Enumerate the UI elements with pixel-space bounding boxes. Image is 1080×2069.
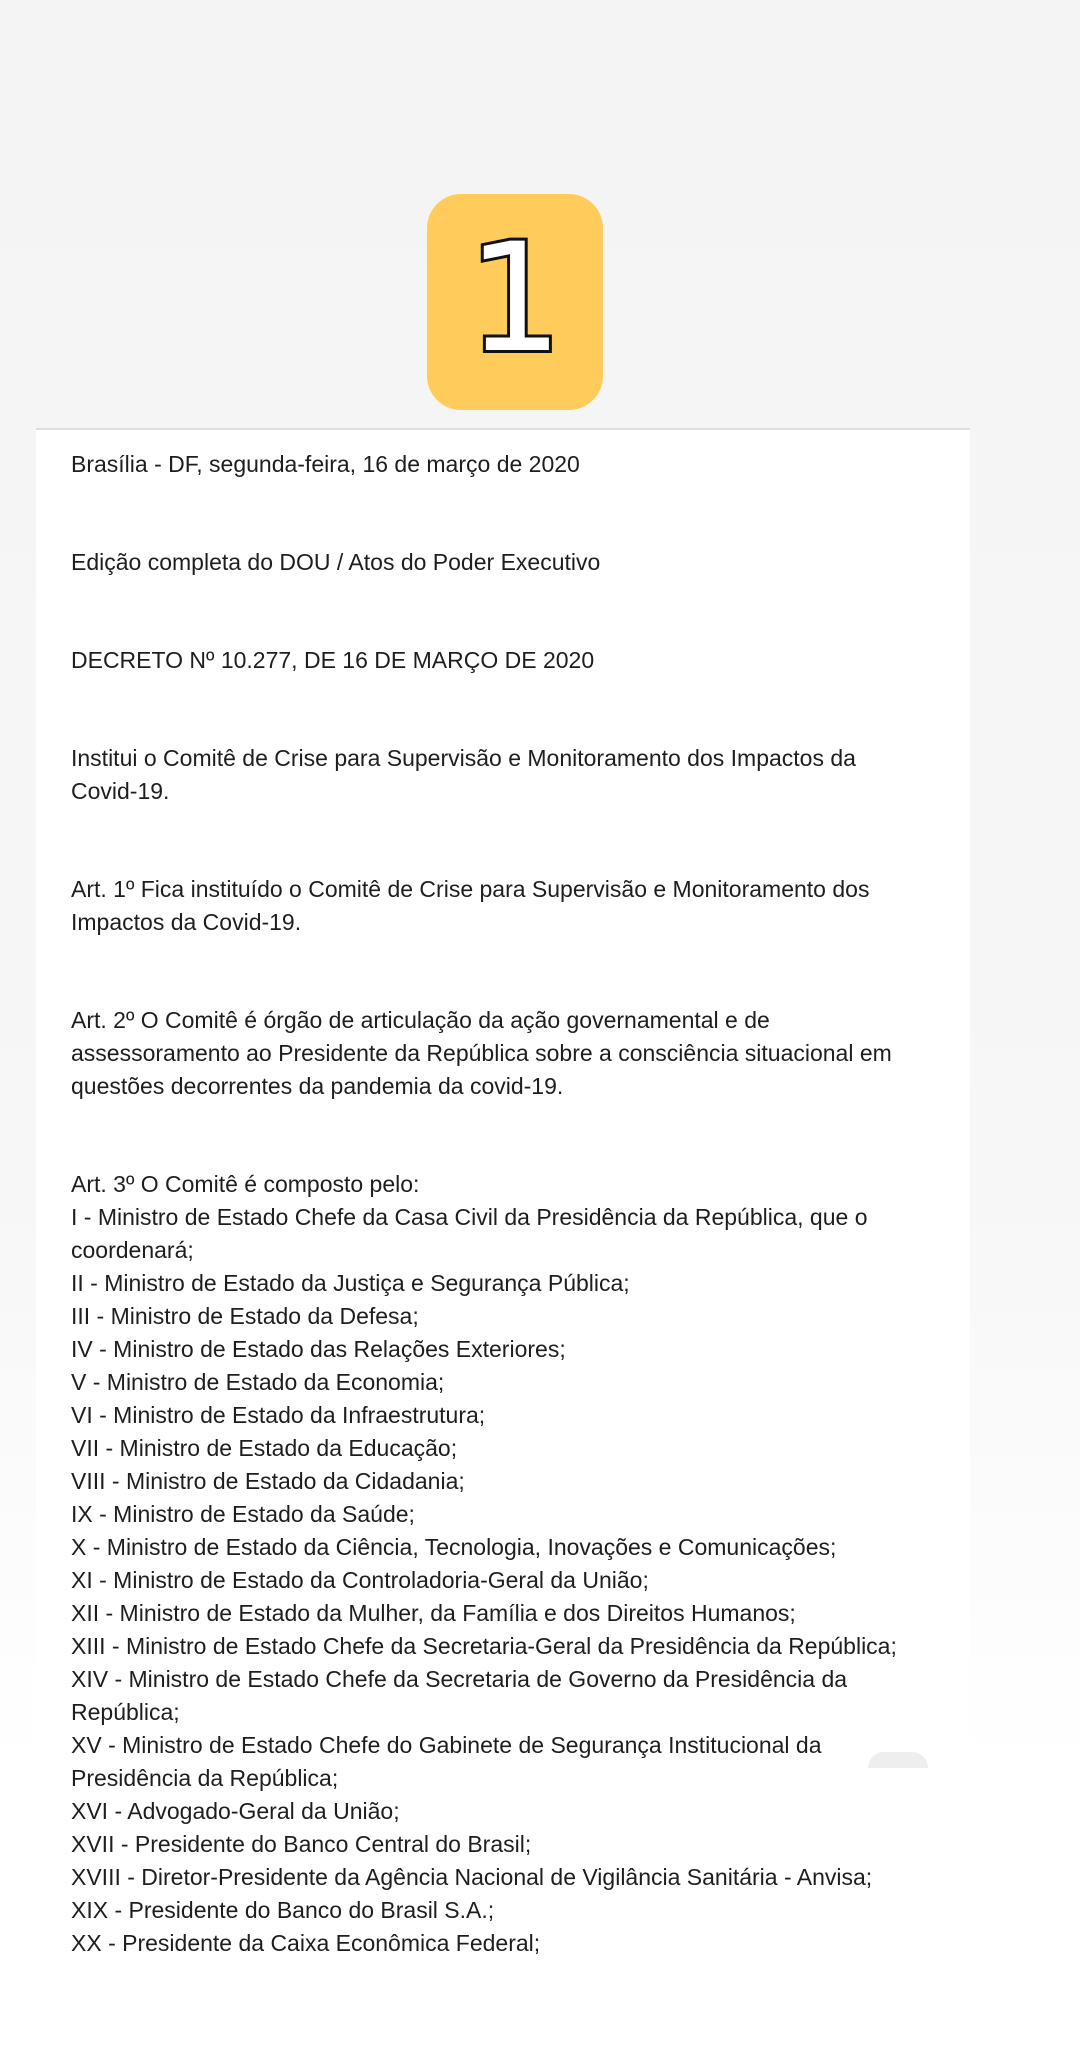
document-line: Institui o Comitê de Crise para Supervisão e Monitoramento dos Impactos da	[71, 745, 856, 771]
document-card	[36, 428, 970, 1956]
document-body	[71, 448, 970, 1960]
document-line: Art. 1º Fica instituído o Comitê de Crise para Supervisão e Monitoramento dos	[71, 876, 870, 902]
document-line: II - Ministro de Estado da Justiça e Segurança Pública;	[71, 1270, 630, 1296]
document-line: XIV - Ministro de Estado Chefe da Secretaria de Governo da Presidência da	[71, 1666, 848, 1692]
document-line: VI - Ministro de Estado da Infraestrutura;	[71, 1402, 486, 1428]
document-line: IX - Ministro de Estado da Saúde;	[71, 1501, 415, 1527]
document-line: V - Ministro de Estado da Economia;	[71, 1369, 445, 1395]
document-line: coordenará;	[71, 1237, 194, 1263]
document-line: DECRETO Nº 10.277, DE 16 DE MARÇO DE 2020	[71, 647, 595, 673]
paragraph-gap	[71, 595, 970, 628]
number-badge	[427, 194, 603, 410]
badge-number: 1	[467, 212, 563, 386]
document-line: XVII - Presidente do Banco Central do Brasil;	[71, 1831, 532, 1857]
paragraph-gap	[71, 497, 970, 530]
paragraph-gap	[71, 955, 970, 988]
paragraph-gap	[71, 693, 970, 726]
scroll-indicator	[868, 1752, 928, 1768]
document-line: XIII - Ministro de Estado Chefe da Secretaria-Geral da Presidência da República;	[71, 1633, 897, 1659]
document-line: Impactos da Covid-19.	[71, 909, 302, 935]
document-line: VII - Ministro de Estado da Educação;	[71, 1435, 458, 1461]
document-line: Covid-19.	[71, 778, 170, 804]
document-line: Presidência da República;	[71, 1765, 339, 1791]
document-line: Brasília - DF, segunda-feira, 16 de março de 2020	[71, 451, 580, 477]
document-line: XVIII - Diretor-Presidente da Agência Nacional de Vigilância Sanitária - Anvisa;	[71, 1864, 873, 1890]
document-line: Edição completa do DOU / Atos do Poder Executivo	[71, 549, 601, 575]
paragraph-gap	[71, 824, 970, 857]
document-line: I - Ministro de Estado Chefe da Casa Civil da Presidência da República, que o	[71, 1204, 868, 1230]
document-line: questões decorrentes da pandemia da covid-19.	[71, 1073, 564, 1099]
document-line: Art. 2º O Comitê é órgão de articulação da ação governamental e de	[71, 1007, 770, 1033]
document-line: III - Ministro de Estado da Defesa;	[71, 1303, 419, 1329]
document-line: IV - Ministro de Estado das Relações Exteriores;	[71, 1336, 566, 1362]
document-line: XVI - Advogado-Geral da União;	[71, 1798, 400, 1824]
document-line: assessoramento ao Presidente da República sobre a consciência situacional em	[71, 1040, 892, 1066]
document-line: XI - Ministro de Estado da Controladoria-Geral da União;	[71, 1567, 649, 1593]
document-line: República;	[71, 1699, 180, 1725]
document-line: X - Ministro de Estado da Ciência, Tecnologia, Inovações e Comunicações;	[71, 1534, 837, 1560]
paragraph-gap	[71, 1119, 970, 1152]
document-line: VIII - Ministro de Estado da Cidadania;	[71, 1468, 465, 1494]
document-line: XV - Ministro de Estado Chefe do Gabinete de Segurança Institucional da	[71, 1732, 822, 1758]
document-line: XII - Ministro de Estado da Mulher, da Família e dos Direitos Humanos;	[71, 1600, 796, 1626]
document-line: XIX - Presidente do Banco do Brasil S.A.;	[71, 1897, 495, 1923]
document-line: XX - Presidente da Caixa Econômica Federal;	[71, 1930, 541, 1956]
document-line: Art. 3º O Comitê é composto pelo:	[71, 1171, 420, 1197]
